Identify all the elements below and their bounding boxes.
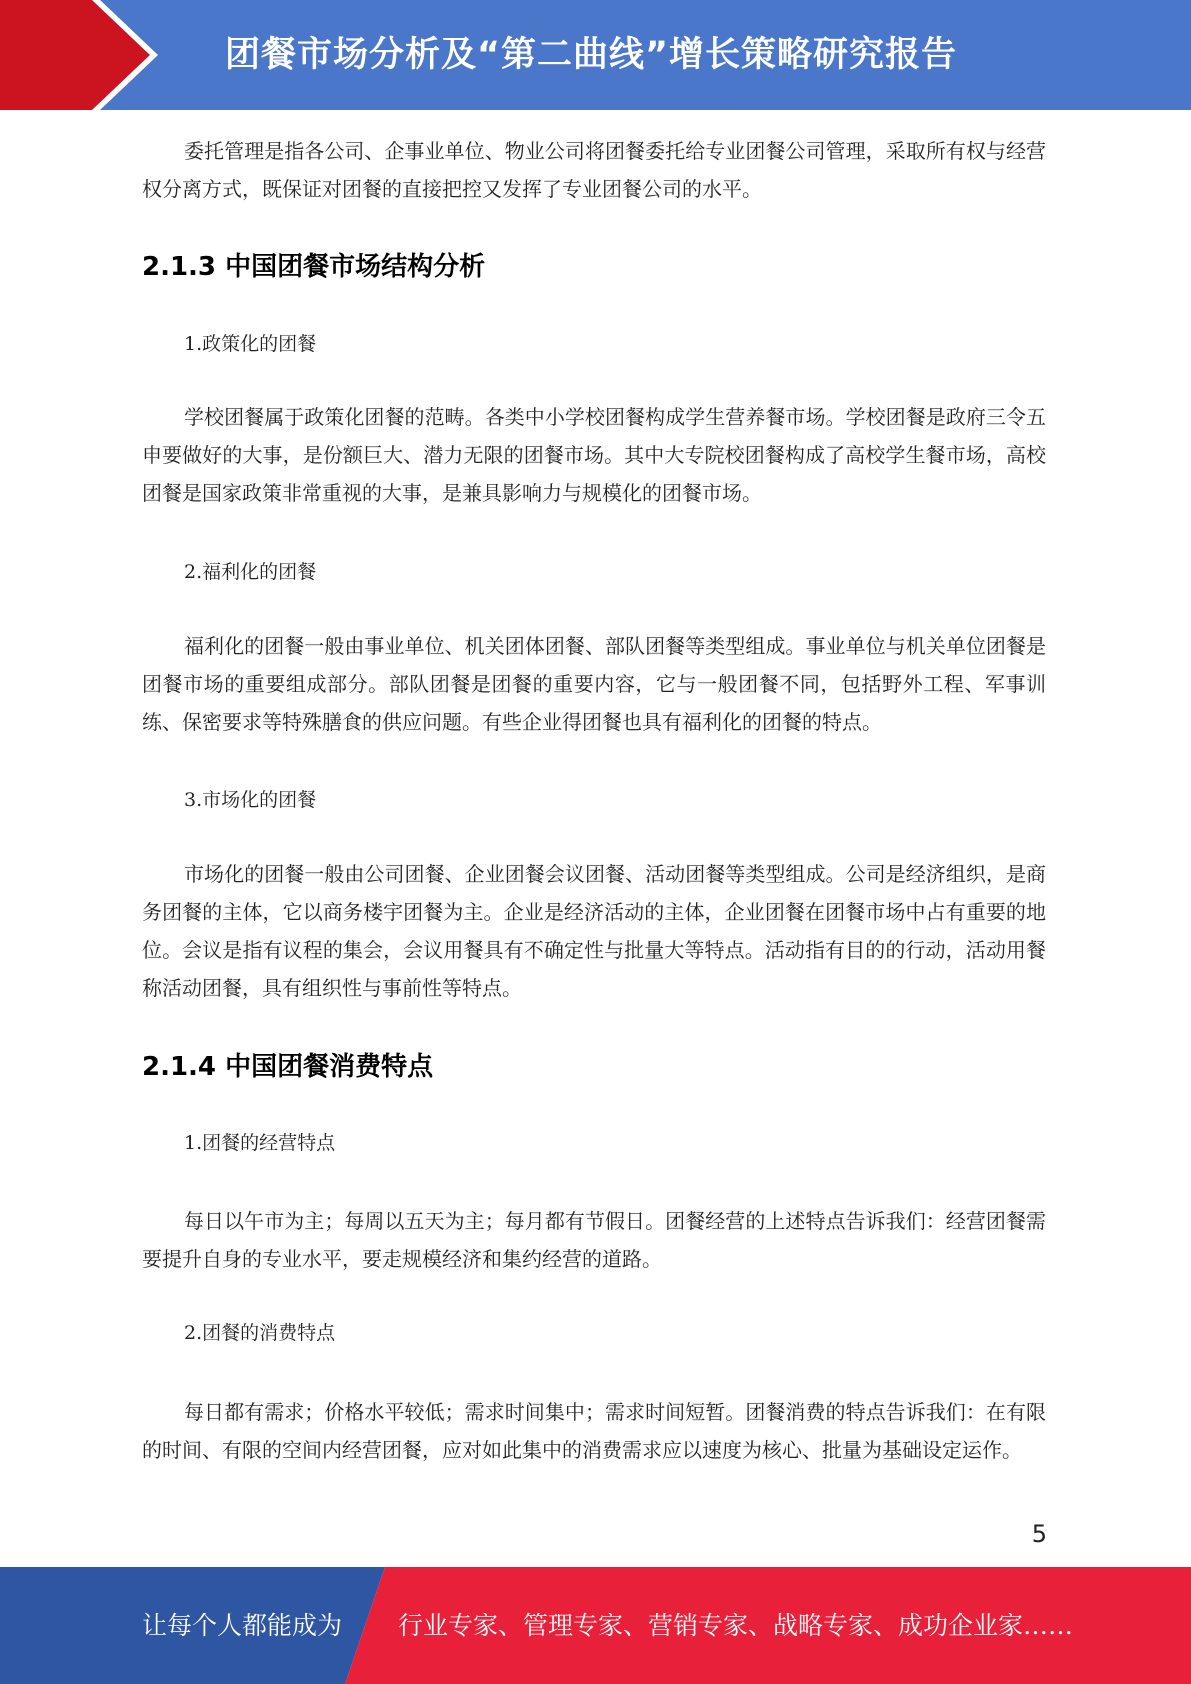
subitem-title-operation: 1.团餐的经营特点	[184, 1132, 336, 1154]
subitem-title-policy: 1.政策化的团餐	[184, 333, 317, 355]
subitem-title-consumption: 2.团餐的消费特点	[184, 1322, 336, 1344]
paragraph-consumption: 每日都有需求；价格水平较低；需求时间集中；需求时间短暂。团餐消费的特点告诉我们：在有限的时间、有限的空间内经营团餐，应对如此集中的消费需求应以速度为核心、批量为基础设定运作。	[142, 1400, 1046, 1462]
subitem-title-market: 3.市场化的团餐	[184, 789, 317, 811]
footer-slogan-right: 行业专家、管理专家、营销专家、战略专家、成功企业家……	[398, 1611, 1074, 1640]
footer-slogan-left: 让每个人都能成为	[142, 1611, 343, 1640]
paragraph-market: 市场化的团餐一般由公司团餐、企业团餐会议团餐、活动团餐等类型组成。公司是经济组织，是商务团餐的主体，它以商务楼宇团餐为主。企业是经济活动的主体，企业团餐在团餐市场中占有重要的地位。会议是指有议程的集会，会议用餐具有不确定性与批量大等特点。活动指有目的的行动，活动用餐称活动团餐，具有组织性与事前性等特点。	[142, 862, 1046, 1000]
section-heading-2-1-4: 2.1.4 中国团餐消费特点	[142, 1052, 434, 1082]
page-footer	[0, 1567, 1191, 1684]
page-header	[0, 0, 1191, 110]
subitem-title-welfare: 2.福利化的团餐	[184, 561, 317, 583]
paragraph-welfare: 福利化的团餐一般由事业单位、机关团体团餐、部队团餐等类型组成。事业单位与机关单位团餐是团餐市场的重要组成部分。部队团餐是团餐的重要内容，它与一般团餐不同，包括野外工程、军事训练、保密要求等特殊膳食的供应问题。有些企业得团餐也具有福利化的团餐的特点。	[142, 634, 1046, 734]
report-title: 团餐市场分析及“第二曲线”增长策略研究报告	[225, 35, 958, 75]
page-number: 5	[1031, 1520, 1047, 1548]
paragraph-operation: 每日以午市为主；每周以五天为主；每月都有节假日。团餐经营的上述特点告诉我们：经营团餐需要提升自身的专业水平，要走规模经济和集约经营的道路。	[142, 1209, 1046, 1271]
section-heading-2-1-3: 2.1.3 中国团餐市场结构分析	[142, 252, 486, 282]
paragraph-policy: 学校团餐属于政策化团餐的范畴。各类中小学校团餐构成学生营养餐市场。学校团餐是政府三令五申要做好的大事，是份额巨大、潜力无限的团餐市场。其中大专院校团餐构成了高校学生餐市场，高校团餐是国家政策非常重视的大事，是兼具影响力与规模化的团餐市场。	[142, 405, 1046, 505]
intro-paragraph: 委托管理是指各公司、企事业单位、物业公司将团餐委托给专业团餐公司管理，采取所有权与经营权分离方式，既保证对团餐的直接把控又发挥了专业团餐公司的水平。	[142, 139, 1046, 201]
